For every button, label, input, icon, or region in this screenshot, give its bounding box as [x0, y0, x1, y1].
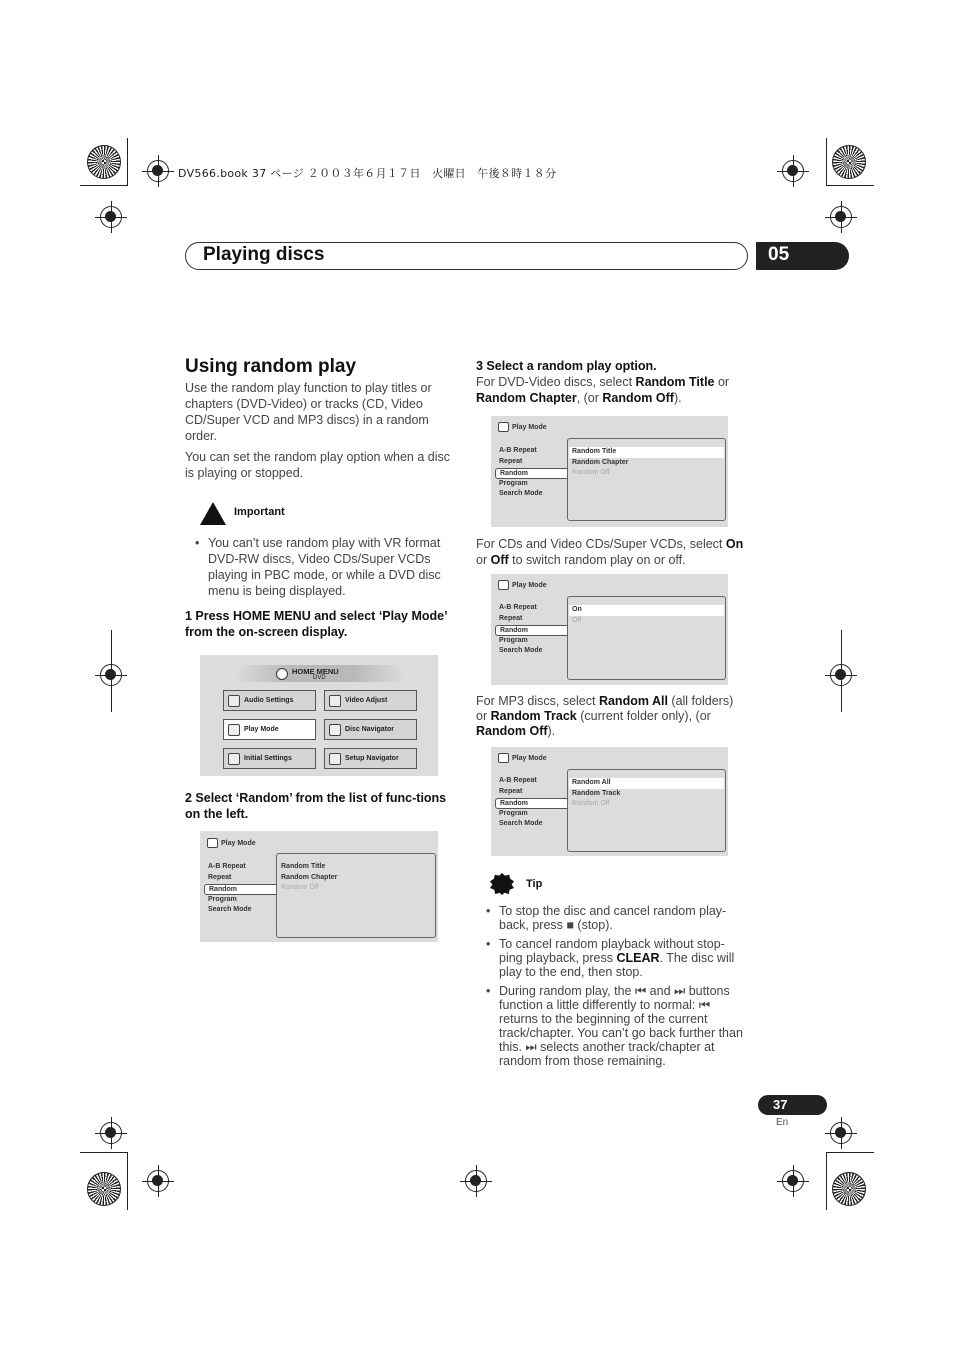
section-title: Using random play [185, 356, 357, 377]
play-mode-icon [498, 753, 509, 763]
play-mode-icon [228, 724, 240, 736]
tip-bullet: • To stop the disc and cancel random play-back, press ■ (stop). [486, 904, 744, 932]
tip-bullet: • To cancel random playback without stop-ping playback, press CLEAR. The disc will play to the end, then stop. [486, 937, 744, 979]
play-mode-menu [204, 862, 276, 916]
important-icon [200, 502, 226, 525]
crop-mark [826, 1152, 827, 1210]
crop-mark [826, 185, 874, 186]
chapter-number: 05 [768, 244, 790, 265]
options-panel [567, 596, 726, 680]
registration-mark-icon [100, 206, 122, 228]
play-mode-title: Play Mode [207, 838, 256, 848]
important-bullet: • You can’t use random play with VR format DVD-RW discs, Video CDs/Super VCDs playing in PBC mode, or while a DVD disc menu is being displayed. [195, 535, 453, 599]
menu-item-search-mode[interactable]: Search Mode [499, 820, 543, 828]
cd-instructions: For CDs and Video CDs/Super VCDs, select On or Off to switch random play on or off. [476, 537, 744, 567]
disc-navigator-button[interactable]: Disc Navigator [324, 719, 417, 740]
file-info: DV566.book 37 ページ ２００３年６月１７日 火曜日 午後８時１８分 [178, 167, 557, 180]
home-menu-screen [200, 655, 438, 776]
tip-list [486, 904, 744, 1072]
settings-icon [228, 753, 240, 765]
option-random-all[interactable]: Random All [569, 778, 724, 789]
option-random-off[interactable]: Random Off [281, 884, 319, 891]
registration-mark-icon [147, 160, 169, 182]
intro-paragraph: Use the random play function to play titles or chapters (DVD-Video) or tracks (CD, Video CD/Super VCD and MP3 discs) in a random order. [185, 381, 432, 443]
crop-mark [80, 185, 128, 186]
registration-mark-icon [782, 160, 804, 182]
play-mode-menu [495, 446, 567, 500]
setup-navigator-icon [329, 753, 341, 765]
play-mode-screen-cd [491, 574, 728, 685]
menu-item-ab-repeat[interactable]: A-B Repeat [499, 604, 537, 611]
option-random-chapter[interactable]: Random Chapter [281, 873, 338, 881]
tip-label: Tip [526, 878, 543, 890]
audio-settings-button[interactable]: Audio Settings [223, 690, 316, 711]
registration-mark-icon [465, 1170, 487, 1192]
home-menu-subtitle: DVD [313, 675, 326, 681]
crop-mark [127, 138, 128, 186]
option-random-off[interactable]: Random Off [572, 800, 610, 807]
speaker-icon [228, 695, 240, 707]
play-mode-icon [207, 838, 218, 848]
crop-mark [111, 630, 112, 712]
step-3: 3 Select a random play option. [476, 359, 657, 373]
registration-mark-icon [830, 206, 852, 228]
registration-mark-icon [782, 1170, 804, 1192]
important-label: Important [234, 506, 285, 518]
option-on[interactable]: On [569, 605, 724, 616]
option-off[interactable]: Off [572, 616, 582, 624]
step-2: 2 Select ‘Random’ from the list of func-tions on the left. [185, 791, 447, 821]
play-mode-icon [498, 422, 509, 432]
step-1: 1 Press HOME MENU and select ‘Play Mode’ from the on-screen display. [185, 609, 447, 639]
menu-item-repeat[interactable]: Repeat [499, 614, 523, 622]
play-mode-title: Play Mode [498, 422, 547, 432]
menu-item-program[interactable]: Program [208, 895, 237, 903]
menu-item-ab-repeat[interactable]: A-B Repeat [208, 863, 246, 870]
crop-mark [80, 1152, 128, 1153]
menu-item-ab-repeat[interactable]: A-B Repeat [499, 777, 537, 784]
home-menu-title: HOME MENU [292, 667, 339, 676]
video-icon [329, 695, 341, 707]
option-random-off[interactable]: Random Off [572, 469, 610, 476]
tip-bullet: • During random play, the ⏮ and ⏭ buttons function a little differently to normal: ⏮ returns to the beginning of the current track/chapter. You can’t go back further than this. ⏭ selects another track/chapter at random from those remaining. [486, 984, 744, 1068]
play-mode-title: Play Mode [498, 753, 547, 763]
intro-paragraph: You can set the random play option when a disc is playing or stopped. [185, 450, 450, 480]
important-list [195, 535, 453, 603]
menu-item-random[interactable]: Random [495, 468, 567, 479]
dvd-instructions: For DVD-Video discs, select Random Title or Random Chapter, (or Random Off). [476, 375, 730, 405]
page-header-title: Playing discs [203, 244, 325, 265]
play-mode-screen-dvd [491, 416, 728, 527]
menu-item-program[interactable]: Program [499, 809, 528, 817]
disc-icon [276, 668, 288, 680]
registration-mark-icon [147, 1170, 169, 1192]
option-random-track[interactable]: Random Track [572, 789, 621, 797]
menu-item-repeat[interactable]: Repeat [208, 873, 232, 881]
disc-navigator-icon [329, 724, 341, 736]
menu-item-search-mode[interactable]: Search Mode [499, 490, 543, 498]
video-adjust-button[interactable]: Video Adjust [324, 690, 417, 711]
registration-mark-icon [100, 1122, 122, 1144]
option-random-title[interactable]: Random Title [569, 447, 724, 458]
language-label: En [776, 1117, 789, 1128]
play-mode-menu [495, 776, 567, 830]
option-random-chapter[interactable]: Random Chapter [572, 458, 629, 466]
crop-mark [127, 1152, 128, 1210]
options-panel [567, 438, 726, 521]
registration-star-icon [832, 1172, 866, 1206]
menu-item-ab-repeat[interactable]: A-B Repeat [499, 447, 537, 454]
menu-item-repeat[interactable]: Repeat [499, 457, 523, 465]
menu-item-search-mode[interactable]: Search Mode [208, 906, 252, 914]
crop-mark [826, 138, 827, 186]
play-mode-icon [498, 580, 509, 590]
play-mode-screen-step2 [200, 831, 438, 942]
menu-item-random[interactable]: Random [495, 625, 567, 636]
page-number-badge [758, 1095, 827, 1115]
tip-icon [490, 873, 514, 895]
initial-settings-button[interactable]: Initial Settings [223, 748, 316, 769]
options-panel [276, 853, 436, 938]
option-random-title[interactable]: Random Title [281, 863, 326, 870]
registration-star-icon [832, 145, 866, 179]
play-mode-menu [495, 603, 567, 657]
setup-navigator-button[interactable]: Setup Navigator [324, 748, 417, 769]
registration-mark-icon [830, 1122, 852, 1144]
options-panel [567, 769, 726, 852]
play-mode-button[interactable]: Play Mode [223, 719, 316, 740]
menu-item-random[interactable]: Random [204, 884, 276, 895]
menu-item-repeat[interactable]: Repeat [499, 787, 523, 795]
registration-star-icon [87, 145, 121, 179]
mp3-instructions: For MP3 discs, select Random All (all folders) or Random Track (current folder only), (or Random Off). [476, 694, 734, 738]
crop-mark [826, 1152, 874, 1153]
registration-star-icon [87, 1172, 121, 1206]
crop-mark [841, 630, 842, 712]
menu-item-program[interactable]: Program [499, 479, 528, 487]
menu-item-program[interactable]: Program [499, 636, 528, 644]
page-number: 37 [773, 1097, 788, 1112]
menu-item-random[interactable]: Random [495, 798, 567, 809]
play-mode-screen-mp3 [491, 747, 728, 856]
menu-item-search-mode[interactable]: Search Mode [499, 647, 543, 655]
play-mode-title: Play Mode [498, 580, 547, 590]
